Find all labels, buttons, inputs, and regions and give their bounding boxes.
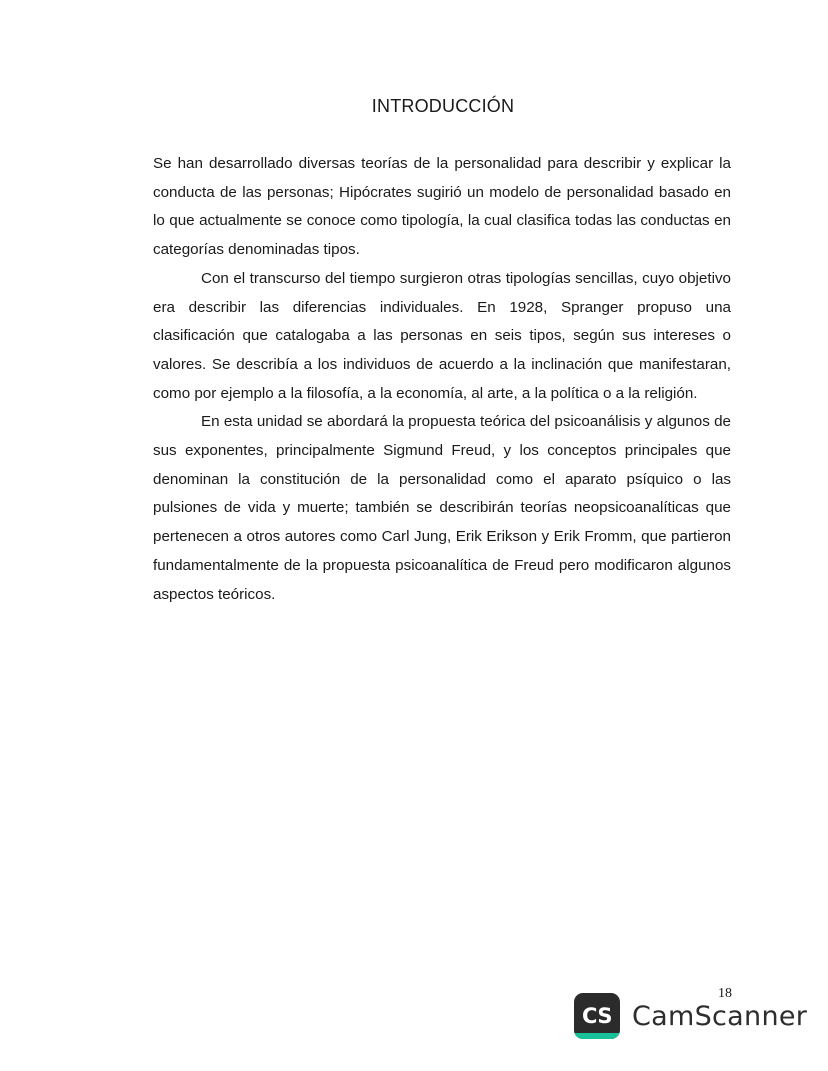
paragraph-3: En esta unidad se abordará la propuesta teórica del psicoanálisis y algunos de sus exponentes, principalmente Sigmund Freud, y los conceptos principales que denominan la constitución de la personalidad como el aparato psíquico o las pulsiones de vida y muerte; también se describirán teorías neopsicoanalíticas que pertenecen a otros autores como Carl Jung, Erik Erikson y Erik Fromm, que partieron fundamentalmente de la propuesta psicoanalítica de Freud pero modificaron algunos aspectos teóricos. <box>153 413 731 603</box>
logo-accent-bar <box>574 1033 620 1039</box>
camscanner-logo-icon <box>574 993 620 1039</box>
paragraph-1: Se han desarrollado diversas teorías de la personalidad para describir y explicar la conducta de las personas; Hipócrates sugirió un modelo de personalidad basado en lo que actualmente se conoce como tipología, la cual clasifica todas las conductas en categorías denominadas tipos. <box>153 155 731 259</box>
camscanner-watermark <box>574 992 807 1040</box>
body-text <box>153 150 731 609</box>
logo-letters: CS <box>582 1004 612 1028</box>
page-number: 18 <box>718 986 732 1001</box>
paragraph-2: Con el transcurso del tiempo surgieron otras tipologías sencillas, cuyo objetivo era describir las diferencias individuales. En 1928, Spranger propuso una clasificación que catalogaba a las personas en seis tipos, según sus intereses o valores. Se describía a los individuos de acuerdo a la inclinación que manifestaran, como por ejemplo a la filosofía, a la economía, al arte, a la política o a la religión. <box>153 269 731 402</box>
brand-name: CamScanner <box>632 1000 808 1032</box>
page-title: INTRODUCCIÓN <box>371 96 515 116</box>
